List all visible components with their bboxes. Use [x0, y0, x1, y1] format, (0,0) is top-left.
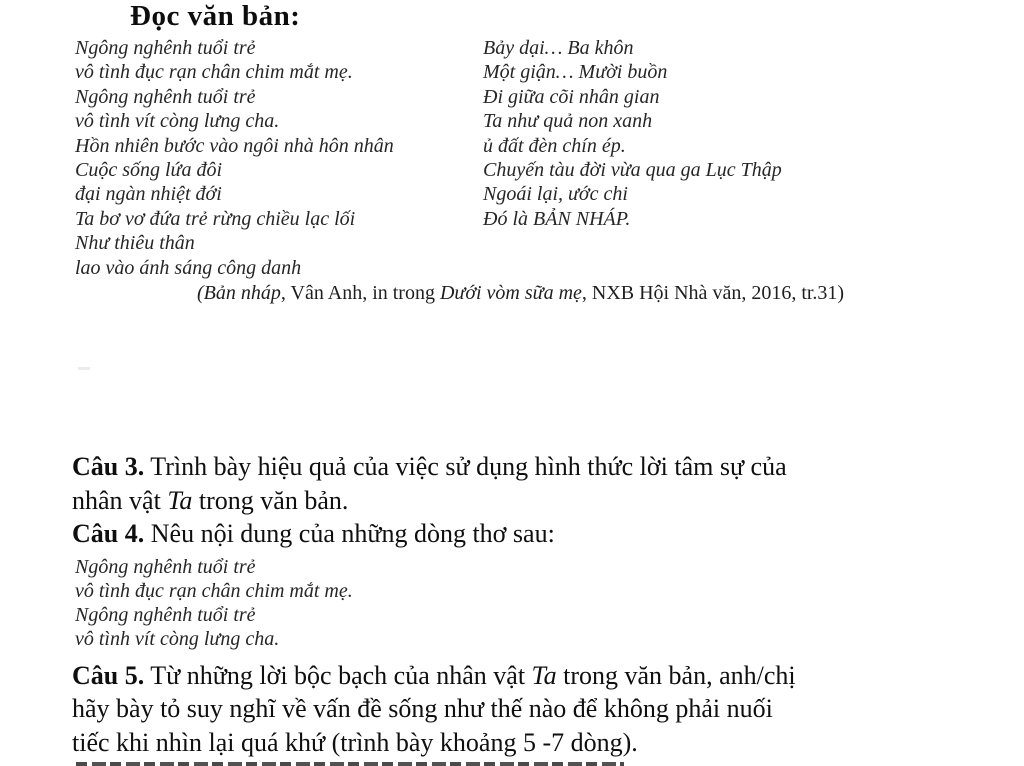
poem-line: lao vào ánh sáng công danh: [75, 256, 302, 279]
quoted-poem-line: vô tình đục rạn chân chim mắt mẹ.: [75, 579, 353, 602]
question-4-text: Nêu nội dung của những dòng thơ sau:: [144, 519, 555, 548]
citation: [197, 282, 844, 305]
poem-line: vô tình đục rạn chân chim mắt mẹ.: [75, 61, 353, 84]
poem-line: Ngoái lại, ước chi: [483, 183, 628, 206]
question-4-line: [72, 517, 997, 551]
question-3: [72, 450, 997, 517]
question-5-text: trong văn bản, anh/chị: [556, 660, 796, 690]
cutoff-text-strip: [76, 762, 624, 766]
question-4: [72, 517, 997, 551]
poem-line: Hồn nhiên bước vào ngôi nhà hôn nhân: [75, 134, 394, 157]
question-5: [72, 659, 997, 760]
poem-line: Như thiêu thân: [75, 232, 195, 255]
poem-line: đại ngàn nhiệt đới: [75, 183, 222, 206]
poem-line: Ta bơ vơ đứa trẻ rừng chiều lạc lối: [75, 207, 356, 230]
poem-line: Chuyến tàu đời vừa qua ga Lục Thập: [483, 159, 782, 182]
question-5-label: Câu 5.: [72, 660, 145, 690]
questions-section: [72, 450, 997, 759]
poem-column-left: [75, 36, 394, 280]
poem-line: Cuộc sống lứa đôi: [75, 159, 223, 182]
question-3-text: Trình bày hiệu quả của việc sử dụng hình thức lời tâm sự của: [144, 452, 787, 481]
poem-column-right: [483, 36, 782, 231]
scan-artifact: [78, 367, 90, 370]
question-3-emphasis: Ta: [167, 485, 193, 515]
question-3-line-1: [72, 450, 997, 484]
question-5-text: Từ những lời bộc bạch của nhân vật: [144, 660, 532, 690]
question-5-line-2: hãy bày tỏ suy nghĩ về vấn đề sống như thế nào để không phải nuối: [72, 694, 773, 724]
citation-publisher: , NXB Hội Nhà văn, 2016, tr.31): [581, 282, 845, 304]
citation-work-title: (Bản nháp: [197, 282, 281, 304]
question-3-label: Câu 3.: [72, 452, 145, 481]
question-4-label: Câu 4.: [72, 519, 145, 548]
poem-line: vô tình vít còng lưng cha.: [75, 110, 280, 133]
poem-line: Bảy dại… Ba khôn: [483, 37, 634, 59]
poem-line: Ngông nghênh tuổi trẻ: [75, 85, 256, 108]
quoted-poem-line: Ngông nghênh tuổi trẻ: [75, 555, 256, 578]
question-4-quoted-lines: [75, 555, 997, 652]
poem-line: Đó là BẢN NHÁP.: [483, 207, 631, 230]
page-title: Đọc văn bản:: [130, 0, 301, 32]
citation-author: , Vân Anh, in trong: [280, 282, 440, 304]
poem-line: Ngông nghênh tuổi trẻ: [75, 37, 256, 59]
citation-book-title: Dưới vòm sữa mẹ: [439, 282, 582, 304]
question-3-text: trong văn bản.: [192, 485, 349, 515]
question-3-text: nhân vật: [72, 485, 168, 515]
question-5-line-3: tiếc khi nhìn lại quá khứ (trình bày khoảng 5 -7 dòng).: [72, 727, 638, 757]
question-5-line-1: [72, 659, 997, 693]
poem-line: Ta như quả non xanh: [483, 110, 653, 133]
quoted-poem-line: vô tình vít còng lưng cha.: [75, 628, 280, 651]
question-3-line-2: [72, 484, 997, 518]
poem-line: ủ đất đèn chín ép.: [483, 134, 626, 157]
question-5-emphasis: Ta: [531, 660, 557, 690]
quoted-poem-line: Ngông nghênh tuổi trẻ: [75, 604, 256, 627]
poem-line: Đi giữa cõi nhân gian: [483, 85, 660, 108]
poem-line: Một giận… Mười buồn: [483, 61, 668, 84]
